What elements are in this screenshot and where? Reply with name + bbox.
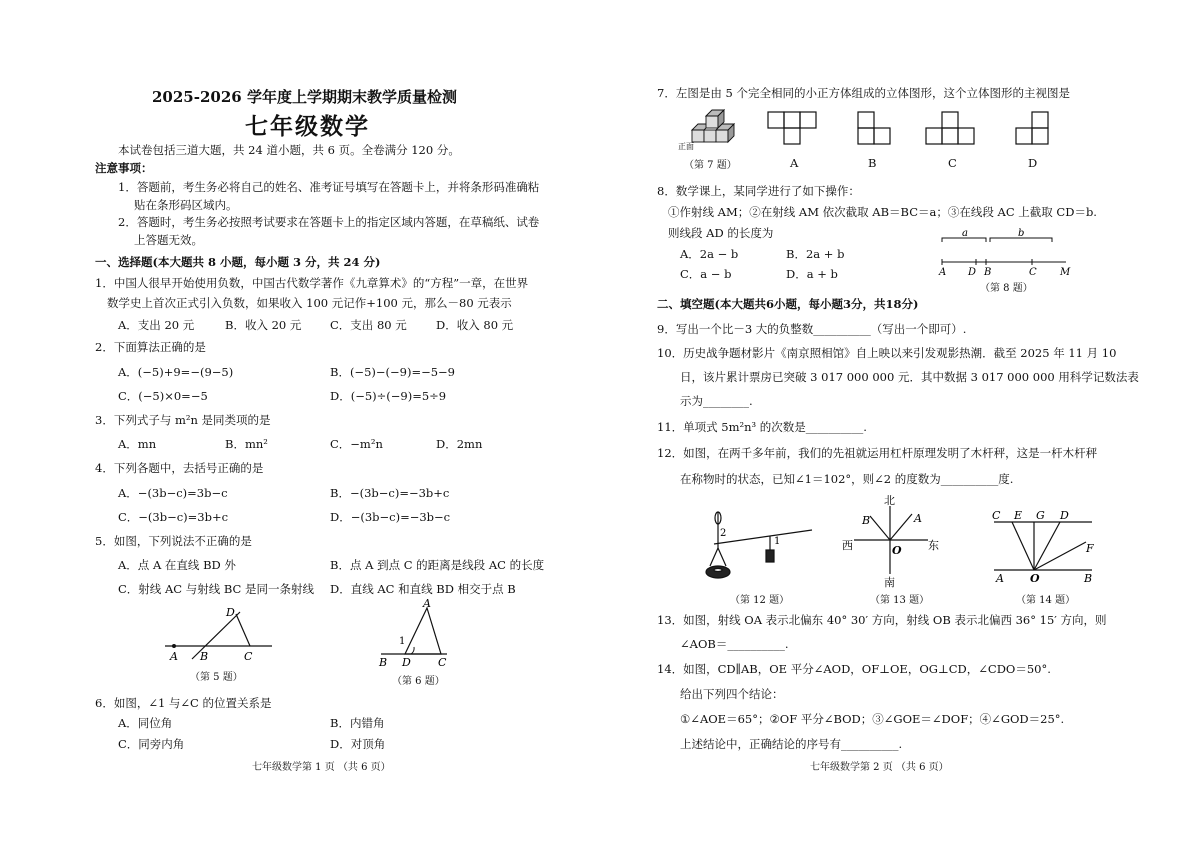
figure-5 [160,604,280,668]
notes-heading: 注意事项： [95,161,153,175]
q1-line-2: 数学史上首次正式引入负数，如果收入 100 元记作+100 元，那么－80 元表示 [107,296,512,310]
q6-option-b[interactable]: B．内错角 [330,716,385,730]
q6-option-c[interactable]: C．同旁内角 [118,737,185,751]
fig6-label-1: 1 [399,636,406,647]
q12-line-2: 在称物时的状态，已知∠1＝102°，则∠2 的度数为__________度. [680,472,1014,486]
fig13-label-east: 东 [928,539,939,552]
figure-13 [840,494,940,590]
fig8-caption: （第 8 题） [980,283,1033,294]
fig8-label-c: C [1029,267,1037,278]
q6-option-d[interactable]: D．对顶角 [330,737,386,751]
q1-option-a[interactable]: A．支出 20 元 [118,318,195,332]
q2-option-a[interactable]: A．(−5)+9=−(9−5) [118,365,234,379]
q10-line-3: 示为________. [680,394,753,408]
fig13-label-o: O [892,544,902,557]
fig13-caption: （第 13 题） [870,595,930,606]
fig5-label-a: A [170,650,178,663]
q14-line-3: ①∠AOE＝65°；②OF 平分∠BOD；③∠GOE＝∠DOF；④∠GOD＝25°. [680,712,1065,726]
q13-line-2: ∠AOB＝__________. [680,637,789,651]
fig13-label-b: B [862,514,871,527]
page-1-footer: 七年级数学第 1 页 （共 6 页） [252,762,391,773]
q5-option-d[interactable]: D．直线 AC 和直线 BD 相交于点 B [330,582,516,596]
fig6-label-d: D [402,656,411,668]
q13-line-1: 13．如图，射线 OA 表示北偏东 40° 30′ 方向，射线 OB 表示北偏西 36° 15′ 方向，则 [657,613,1107,627]
q1-option-d[interactable]: D．收入 80 元 [436,318,514,332]
q8-stem: 8．数学课上，某同学进行了如下操作： [657,184,860,198]
q1-line-1: 1．中国人很早开始使用负数，中国古代数学著作《九章算术》的“方程”一章，在世界 [95,276,529,290]
fig14-label-d: D [1060,509,1069,522]
note-2-line-2: 上答题无效。 [134,233,203,247]
fig14-label-e: E [1014,509,1023,522]
fig7-front-label: 正面 [678,142,694,151]
q4-option-d[interactable]: D．−(3b−c)=−3b−c [330,510,451,524]
q3-option-b[interactable]: B．mn² [225,437,268,451]
fig14-label-g: G [1036,509,1045,522]
q3-option-a[interactable]: A．mn [118,437,157,451]
q4-option-c[interactable]: C．−(3b−c)=3b+c [118,510,229,524]
fig7-option-a[interactable]: A [790,156,799,170]
note-1-line-1: 1．答题前，考生务必将自己的姓名、准考证号填写在答题卡上，并将条形码准确粘 [118,180,540,194]
fig7-option-b[interactable]: B [868,156,877,170]
fig14-label-o: O [1030,572,1040,584]
figure-12 [700,508,820,588]
fig5-label-c: C [244,650,253,663]
fig6-label-c: C [438,656,447,668]
fig5-label-d: D [226,606,235,619]
figure-14 [990,508,1100,584]
q3-stem: 3．下列式子与 m²n 是同类项的是 [95,413,271,427]
section-2-heading: 二、填空题(本大题共6小题，每小题3分，共18分) [657,297,919,311]
fig5-label-b: B [200,650,209,663]
fig8-label-b-len: b [1018,228,1025,239]
q6-stem: 6．如图，∠1 与∠C 的位置关系是 [95,696,272,710]
fig6-label-a: A [423,597,431,610]
q12-line-1: 12．如图，在两千多年前，我们的先祖就运用杠杆原理发明了木杆秤，这是一杆木杆秤 [657,446,1098,460]
q5-option-c[interactable]: C．射线 AC 与射线 BC 是同一条射线 [118,582,314,596]
fig12-label-1: 1 [774,536,781,547]
fig6-label-b: B [379,656,388,668]
intro-text: 本试卷包括三道大题，共 24 道小题，共 6 页。全卷满分 120 分。 [118,143,460,157]
q1-option-c[interactable]: C．支出 80 元 [330,318,407,332]
fig14-label-c: C [992,509,1001,522]
figure-8 [936,226,1076,278]
exam-title: 2025-2026 学年度上学期期末教学质量检测 [152,88,457,106]
q10-line-1: 10．历史战争题材影片《南京照相馆》自上映以来引发观影热潮．截至 2025 年 11 月 10 [657,346,1117,360]
exam-subtitle: 七年级数学 [245,113,370,140]
q9-text: 9．写出一个比－3 大的负整数__________（写出一个即可）. [657,322,967,336]
q8-option-a[interactable]: A．2a − b [680,247,739,261]
q8-option-b[interactable]: B．2a + b [786,247,845,261]
fig5-caption: （第 5 题） [190,672,243,683]
figure-6 [375,596,455,668]
q3-option-c[interactable]: C．−m²n [330,437,383,451]
figure-7-solid [686,108,746,152]
fig13-label-west: 西 [842,539,853,552]
fig7-option-d-view [1014,110,1054,150]
q5-option-b[interactable]: B．点 A 到点 C 的距离是线段 AC 的长度 [330,558,545,572]
q2-stem: 2．下面算法正确的是 [95,340,206,354]
q14-line-4: 上述结论中，正确结论的序号有__________. [680,737,903,751]
q1-option-b[interactable]: B．收入 20 元 [225,318,302,332]
fig7-caption: （第 7 题） [684,160,737,171]
note-2-line-1: 2．答题时，考生务必按照考试要求在答题卡上的指定区域内答题，在草稿纸、试卷 [118,215,540,229]
fig7-option-d[interactable]: D [1028,156,1038,170]
q11-text: 11．单项式 5m²n³ 的次数是__________. [657,420,867,434]
q5-stem: 5．如图，下列说法不正确的是 [95,534,252,548]
q7-stem: 7．左图是由 5 个完全相同的小正方体组成的立体图形，这个立体图形的主视图是 [657,86,1070,100]
q5-option-a[interactable]: A．点 A 在直线 BD 外 [118,558,236,572]
fig7-option-b-view [856,110,896,150]
q6-option-a[interactable]: A．同位角 [118,716,173,730]
fig14-label-f: F [1086,542,1094,555]
fig14-label-a: A [996,572,1004,584]
fig7-option-c[interactable]: C [948,156,957,170]
section-1-heading: 一、选择题(本大题共 8 小题，每小题 3 分，共 24 分) [95,255,381,269]
q4-option-a[interactable]: A．−(3b−c)=3b−c [118,486,228,500]
fig7-option-c-view [924,110,980,150]
q8-option-d[interactable]: D．a + b [786,267,838,281]
fig8-label-d: D [968,267,977,278]
q8-steps: ①作射线 AM；②在射线 AM 依次截取 AB＝BC＝a；③在线段 AC 上截取 CD＝b. [668,205,1097,219]
q10-line-2: 日，该片累计票房已突破 3 017 000 000 元．其中数据 3 017 000 000 用科学记数法表 [680,370,1139,384]
fig8-label-a-len: a [962,228,968,239]
q4-option-b[interactable]: B．−(3b−c)=−3b+c [330,486,450,500]
page-2-footer: 七年级数学第 2 页 （共 6 页） [810,762,949,773]
fig13-label-north: 北 [884,494,895,507]
fig7-option-a-view [766,110,822,150]
fig6-caption: （第 6 题） [392,676,445,687]
note-1-line-2: 贴在条形码区域内。 [134,198,238,212]
q8-question: 则线段 AD 的长度为 [668,226,774,240]
q8-option-c[interactable]: C．a − b [680,267,732,281]
q2-option-c[interactable]: C．(−5)×0=−5 [118,389,208,403]
fig14-caption: （第 14 题） [1016,595,1076,606]
fig13-label-south: 南 [884,576,895,589]
fig14-label-b: B [1084,572,1093,584]
q4-stem: 4．下列各题中，去括号正确的是 [95,461,264,475]
fig8-label-m: M [1060,267,1071,278]
q2-option-d[interactable]: D．(−5)÷(−9)=5÷9 [330,389,447,403]
fig12-label-2: 2 [720,528,727,539]
fig12-caption: （第 12 题） [730,595,790,606]
q14-line-2: 给出下列四个结论： [680,687,784,701]
fig8-label-b: B [984,267,992,278]
fig8-label-a: A [939,267,947,278]
q2-option-b[interactable]: B．(−5)−(−9)=−5−9 [330,365,455,379]
q3-option-d[interactable]: D．2mn [436,437,483,451]
fig13-label-a: A [914,512,922,525]
q14-line-1: 14．如图，CD∥AB，OE 平分∠AOD，OF⊥OE，OG⊥CD，∠CDO＝50°. [657,662,1051,676]
